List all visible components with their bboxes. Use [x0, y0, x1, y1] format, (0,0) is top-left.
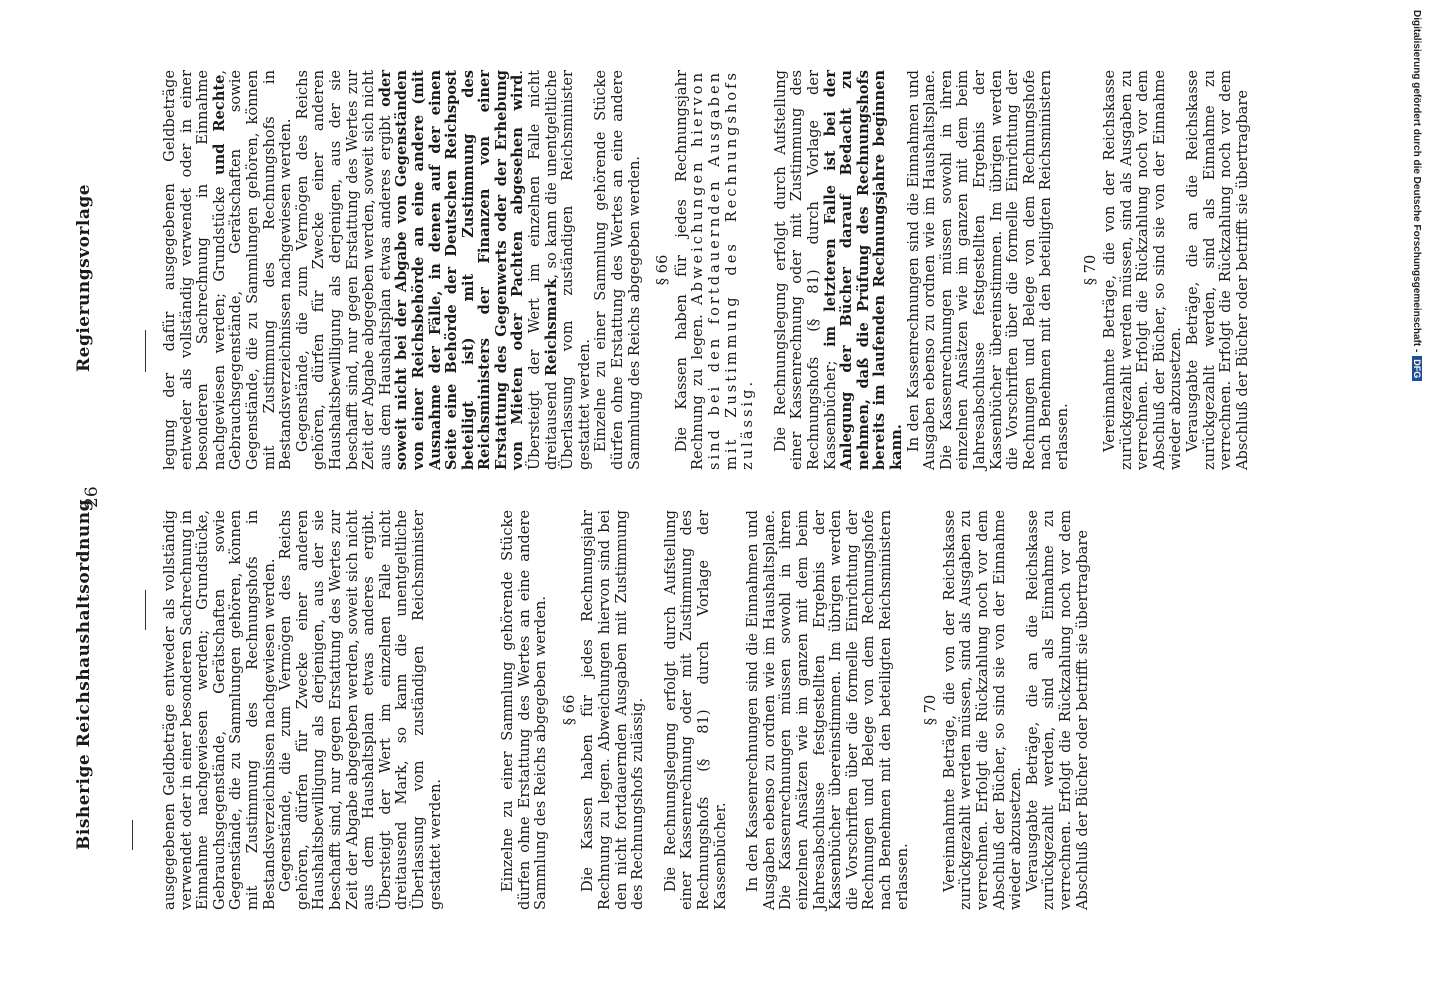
spacer — [729, 510, 745, 910]
amended-text: und Rechte — [210, 74, 228, 175]
left-column-heading: Bisherige Reichshaushaltsordnung — [74, 498, 94, 850]
emphasized-text: Abweichungen hiervon sind bei den fortdauernden Ausgaben mit Zustimmung des Rechnungshofs zulässig. — [689, 70, 757, 470]
digitization-credit — [1408, 10, 1422, 990]
dfg-logo: DFG — [1412, 356, 1422, 381]
paragraph: Gegenstände, die zum Vermögen des Reichs gehören, dürfen für Zwecke einer anderen Haushaltsbewilligung als derjenigen, aus der sie beschafft sind, nur gegen Erstattung des Wertes zur Zeit der Abgabe abgegeben werden, soweit sich nicht aus dem Haushaltsplan etwas anderes ergibt oder soweit nicht bei der Abgabe von Gegenständen von einer Reichsbehörde an eine andere (mit Ausnahme der Fälle, in denen auf der einen Seite eine Behörde der Deutschen Reichspost beteiligt ist) mit Zustimmung des Reichsministers der Finanzen von einer Erstattung des Gegenwerts oder der Erhebung von Mieten oder Pachten abgesehen wird. Übersteigt der Wert im einzelnen Falle nicht dreitausend Reichsmark, so kann die unentgeltliche Überlassung vom zuständigen Reichsminister gestattet werden. — [293, 69, 593, 470]
right-heading-rule — [145, 330, 146, 372]
paragraph: Die Kassen haben für jedes Rechnungsjahr Rechnung zu legen. Abweichungen hiervon sind bei den fortdauernden Ausgaben mit Zustimmung des Rechnungshofs zulässig. — [672, 70, 757, 470]
paragraph: Verausgabte Beträge, die an die Reichskasse zurückgezahlt werden, sind als Einnahme zu verrechnen. Erfolgt die Rückzahlung noch vor dem Abschluß der Bücher oder betrifft sie übertragbare — [1023, 510, 1091, 910]
paragraph: In den Kassenrechnungen sind die Einnahmen und Ausgaben ebenso zu ordnen wie im Haushaltsplane. Die Kassenrechnungen müssen sowohl in ihren einzelnen Ansätzen wie im ganzen mit dem beim Jahresabschlusse festgestellten Ergebnis der Kassenbücher übereinstimmen. Im übrigen werden die Vorschriften über die formelle Einrichtung der Rechnungen und Belege von dem Rechnungshofe nach Benehmen mit den beteiligten Reichsministern erlassen. — [744, 510, 911, 910]
paragraph: legung der dafür ausgegebenen Geldbeträge entweder als vollständig verwendet oder in einer besonderen Sachrechnung in Einnahme nachgewiesen werden; Grundstücke und Rechte, Gebrauchsgegenstände, Gerätschaften sowie Gegenstände, die zu Sammlungen gehören, können mit Zustimmung des Rechnungshofs in Bestandsverzeichnissen nachgewiesen werden. — [161, 70, 295, 470]
spacer — [757, 70, 773, 470]
paragraph: Verausgabte Beträge, die an die Reichskasse zurückgezahlt werden, sind als Einnahme zu verrechnen. Erfolgt die Rückzahlung noch vor dem Abschluß der Bücher oder betrifft sie übertragbare — [1184, 70, 1251, 470]
section-heading: § 70 — [1082, 254, 1100, 286]
section-heading: § 66 — [560, 694, 578, 726]
right-column-heading: Regierungsvorlage — [74, 183, 94, 372]
paragraph: Einzelne zu einer Sammlung gehörende Stücke dürfen ohne Erstattung des Wertes an eine andere Sammlung des Reichs abgegeben werden. — [592, 70, 643, 470]
section-heading: § 70 — [922, 694, 940, 726]
left-heading-rule — [132, 820, 133, 850]
page-header — [56, 90, 110, 910]
paragraph: Die Rechnungslegung erfolgt durch Aufstellung einer Kassenrechnung oder mit Zustimmung des Rechnungshofs (§ 81) durch Vorlage der Kassenbücher; im letzteren Falle ist bei der Anlegung der Bücher darauf Bedacht zu nehmen, daß die Prüfung des Rechnungshofs bereits im laufenden Rechnungsjahre beginnen kann. — [771, 70, 905, 470]
paragraph: Die Kassen haben für jedes Rechnungsjahr Rechnung zu legen. Abweichungen hiervon sind bei den nicht fortdauernden Ausgaben mit Zustimmung des Rechnungshofs zulässig. — [579, 510, 647, 910]
left-heading-rule — [145, 590, 146, 630]
spacer — [647, 510, 663, 910]
amended-text: im letzteren Falle ist bei der Anlegung der Bücher darauf Bedacht zu nehmen, daß die Prüfung des Rechnungshofs bereits im laufenden Rechnungsjahre beginnen kann. — [821, 70, 905, 470]
paragraph: In den Kassenrechnungen sind die Einnahmen und Ausgaben ebenso zu ordnen wie im Haushaltsplane. Die Kassenrechnungen müssen sowohl in ihren einzelnen Ansätzen wie im ganzen mit dem beim Jahresabschlusse festgestellten Ergebnis der Kassenbücher übereinstimmen. Im übrigen werden die Vorschriften über die formelle Einrichtung der Rechnungen und Belege von dem Rechnungshofe nach Benehmen mit den beteiligten Reichsministern erlassen. — [904, 70, 1071, 470]
spacer — [444, 510, 500, 910]
page-number: 26 — [82, 486, 102, 508]
paragraph: Vereinnahmte Beträge, die von der Reichskasse zurückgezahlt werden müssen, sind als Ausgaben zu verrechnen. Erfolgt die Rückzahlung noch vor dem Abschluß der Bücher, so sind sie von der Einnahme wieder abzusetzen. — [1101, 70, 1185, 470]
left-column-text — [162, 510, 1091, 910]
paragraph: Gegenstände, die zum Vermögen des Reichs gehören, dürfen für Zwecke einer anderen Haushaltsbewilligung als derjenigen, aus der sie beschafft sind, nur gegen Erstattung des Wertes zur Zeit der Abgabe abgegeben werden, soweit sich nicht aus dem Haushaltsplan etwas anderes ergibt. Übersteigt der Wert im einzelnen Falle nicht dreitausend Mark, so kann die unentgeltliche Überlassung vom zuständigen Reichsminister gestattet werden. — [277, 510, 444, 910]
amended-text: oder soweit nicht bei der Abgabe von Gegenständen von einer Reichsbehörde an eine andere (mit Ausnahme der Fälle, in denen auf der einen Seite eine Behörde der Deutschen Reichspost beteiligt ist) mit Zustimmung des Reichsministers der Finanzen von einer Erstattung des Gegenwerts oder der Erhebung von Mieten oder Pachten abgesehen wird — [376, 70, 527, 470]
paragraph: Vereinnahmte Beträge, die von der Reichskasse zurückgezahlt werden müssen, sind als Ausgaben zu verrechnen. Erfolgt die Rückzahlung noch vor dem Abschluß der Bücher, so sind sie von der Einnahme wieder abzusetzen. — [940, 510, 1025, 910]
paragraph: Einzelne zu einer Sammlung gehörende Stücke dürfen ohne Erstattung des Wertes an eine andere Sammlung des Reichs abgegeben werden. — [499, 510, 550, 910]
right-column-text — [162, 70, 1251, 470]
credit-text: Digitalisierung gefördert durch die Deutsche Forschungsgemeinschaft - — [1411, 10, 1422, 353]
amended-text: Reichsmark — [542, 278, 560, 377]
paragraph: Die Rechnungslegung erfolgt durch Aufstellung einer Kassenrechnung oder mit Zustimmung des Rechnungshofs (§ 81) durch Vorlage der Kassenbücher. — [661, 510, 729, 910]
paragraph: ausgegebenen Geldbeträge entweder als vollständig verwendet oder in einer besonderen Sachrechnung in Einnahme nachgewiesen werden; Grundstücke, Gebrauchsgegenstände, Gerätschaften sowie Gegenstände, die zu Sammlungen gehören, können mit Zustimmung des Rechnungshofs in Bestandsverzeichnissen nachgewiesen werden. — [161, 510, 278, 910]
section-heading: § 66 — [654, 254, 672, 286]
